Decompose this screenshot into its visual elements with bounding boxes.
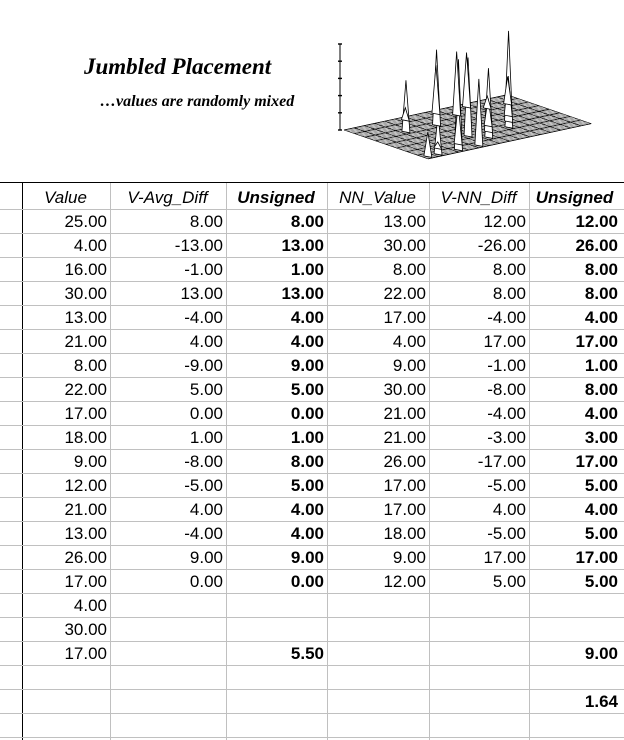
table-cell (110, 594, 225, 618)
table-cell: 17.00 (575, 452, 618, 471)
table-cell: 0.00 (189, 404, 223, 423)
table-cell (110, 642, 225, 666)
table-cell (327, 690, 428, 714)
table-cell: 4.00 (73, 236, 107, 255)
table-cell: 8.00 (392, 260, 426, 279)
table-cell: -13.00 (174, 236, 223, 255)
table-cell: 9.00 (392, 356, 426, 375)
table-cell (327, 642, 428, 666)
table-cell: 1.00 (290, 260, 324, 279)
table-cell: -4.00 (487, 404, 526, 423)
table-cell (226, 666, 326, 690)
table-cell: 0.00 (189, 572, 223, 591)
table-cell: 4.00 (584, 500, 618, 519)
table-cell: 21.00 (383, 428, 426, 447)
table-cell: 8.00 (189, 212, 223, 231)
table-cell: 5.00 (290, 380, 324, 399)
table-cell (429, 714, 528, 738)
table-cell (429, 666, 528, 690)
table-cell (429, 690, 528, 714)
table-cell: 5.00 (584, 524, 618, 543)
table-cell (110, 714, 225, 738)
table-cell: 1.00 (290, 428, 324, 447)
table-cell: 5.50 (290, 644, 324, 663)
table-cell: 21.00 (383, 404, 426, 423)
table-cell: 4.00 (392, 332, 426, 351)
table-cell (22, 690, 109, 714)
table-cell: 18.00 (383, 524, 426, 543)
table-cell (529, 666, 620, 690)
table-cell: -5.00 (487, 476, 526, 495)
table-cell: 26.00 (383, 452, 426, 471)
table-cell: 9.00 (73, 452, 107, 471)
table-cell: 8.00 (290, 452, 324, 471)
table-cell: 4.00 (290, 524, 324, 543)
table-cell: 16.00 (64, 260, 107, 279)
table-cell: 26.00 (64, 548, 107, 567)
table-cell: 13.00 (64, 308, 107, 327)
table-cell: 17.00 (383, 308, 426, 327)
table-cell: -4.00 (184, 308, 223, 327)
column-header: V-Avg_Diff (127, 188, 208, 207)
table-cell: 1.64 (584, 692, 618, 711)
table-cell: 17.00 (64, 644, 107, 663)
table-cell: 4.00 (189, 500, 223, 519)
table-cell: 5.00 (189, 380, 223, 399)
grid-row-line (0, 182, 624, 183)
table-cell: 30.00 (64, 284, 107, 303)
table-cell (429, 594, 528, 618)
table-cell (22, 666, 109, 690)
table-cell: 9.00 (290, 356, 324, 375)
table-cell: 5.00 (584, 476, 618, 495)
table-cell (226, 618, 326, 642)
table-cell: -26.00 (477, 236, 526, 255)
table-cell: 12.00 (575, 212, 618, 231)
table-cell: 13.00 (64, 524, 107, 543)
table-cell: -1.00 (184, 260, 223, 279)
table-cell: 4.00 (584, 308, 618, 327)
table-cell: 8.00 (492, 260, 526, 279)
table-cell: 13.00 (281, 236, 324, 255)
table-cell: 4.00 (492, 500, 526, 519)
table-cell: -8.00 (487, 380, 526, 399)
table-cell: 4.00 (73, 596, 107, 615)
table-cell: -4.00 (487, 308, 526, 327)
table-cell: -5.00 (487, 524, 526, 543)
table-cell: 5.00 (492, 572, 526, 591)
table-cell (327, 618, 428, 642)
table-cell: 5.00 (584, 572, 618, 591)
table-cell: 8.00 (584, 260, 618, 279)
table-cell: 13.00 (383, 212, 426, 231)
table-cell (327, 666, 428, 690)
table-cell: 8.00 (584, 380, 618, 399)
column-header: Unsigned (535, 188, 614, 207)
table-cell: 9.00 (290, 548, 324, 567)
table-cell: 18.00 (64, 428, 107, 447)
table-cell: 1.00 (189, 428, 223, 447)
table-cell: 1.00 (584, 356, 618, 375)
column-header: NN_Value (339, 188, 416, 207)
table-cell: -1.00 (487, 356, 526, 375)
table-cell: 5.00 (290, 476, 324, 495)
table-cell: 12.00 (383, 572, 426, 591)
chart-subtitle: …values are randomly mixed (100, 93, 295, 110)
table-cell: -17.00 (477, 452, 526, 471)
table-cell: 8.00 (73, 356, 107, 375)
table-cell (529, 714, 620, 738)
table-cell: -4.00 (184, 524, 223, 543)
table-cell: 17.00 (383, 500, 426, 519)
column-header: Unsigned (237, 188, 315, 207)
table-cell: 30.00 (64, 620, 107, 639)
table-cell: 4.00 (290, 332, 324, 351)
table-cell: 17.00 (575, 332, 618, 351)
table-cell: 4.00 (189, 332, 223, 351)
table-cell: 9.00 (189, 548, 223, 567)
table-cell (110, 690, 225, 714)
table-cell: 22.00 (383, 284, 426, 303)
table-cell: 17.00 (64, 572, 107, 591)
table-cell: 13.00 (180, 284, 223, 303)
table-cell: 17.00 (383, 476, 426, 495)
table-cell: 17.00 (483, 332, 526, 351)
table-cell: 21.00 (64, 500, 107, 519)
table-cell: 9.00 (584, 644, 618, 663)
table-cell (429, 618, 528, 642)
table-cell: -9.00 (184, 356, 223, 375)
table-cell: -8.00 (184, 452, 223, 471)
table-cell: -5.00 (184, 476, 223, 495)
table-cell: 17.00 (483, 548, 526, 567)
column-header: Value (44, 188, 87, 207)
table-cell: 17.00 (575, 548, 618, 567)
table-cell: 8.00 (290, 212, 324, 231)
table-cell: 0.00 (290, 572, 324, 591)
table-cell: 4.00 (290, 500, 324, 519)
table-cell: 25.00 (64, 212, 107, 231)
table-cell: 13.00 (281, 284, 324, 303)
column-header: V-NN_Diff (440, 188, 517, 207)
table-cell (110, 666, 225, 690)
table-cell: 30.00 (383, 380, 426, 399)
table-cell (110, 618, 225, 642)
table-cell (226, 594, 326, 618)
surface-peak (402, 80, 410, 133)
table-cell: 30.00 (383, 236, 426, 255)
table-cell (529, 594, 620, 618)
table-cell: 4.00 (290, 308, 324, 327)
table-cell: 22.00 (64, 380, 107, 399)
table-cell: 8.00 (492, 284, 526, 303)
table-cell: 8.00 (584, 284, 618, 303)
table-cell: 9.00 (392, 548, 426, 567)
table-cell: 21.00 (64, 332, 107, 351)
table-cell: 4.00 (584, 404, 618, 423)
table-cell: 3.00 (584, 428, 618, 447)
table-cell (529, 618, 620, 642)
table-cell (327, 714, 428, 738)
surface-chart (336, 30, 606, 170)
table-cell: 17.00 (64, 404, 107, 423)
chart-title: Jumbled Placement (84, 54, 272, 79)
table-cell (327, 594, 428, 618)
table-cell: 12.00 (64, 476, 107, 495)
table-cell (429, 642, 528, 666)
table-cell (226, 690, 326, 714)
table-cell (22, 714, 109, 738)
table-cell: 12.00 (483, 212, 526, 231)
table-cell: 0.00 (290, 404, 324, 423)
table-cell: 26.00 (575, 236, 618, 255)
table-cell: -3.00 (487, 428, 526, 447)
table-cell (226, 714, 326, 738)
